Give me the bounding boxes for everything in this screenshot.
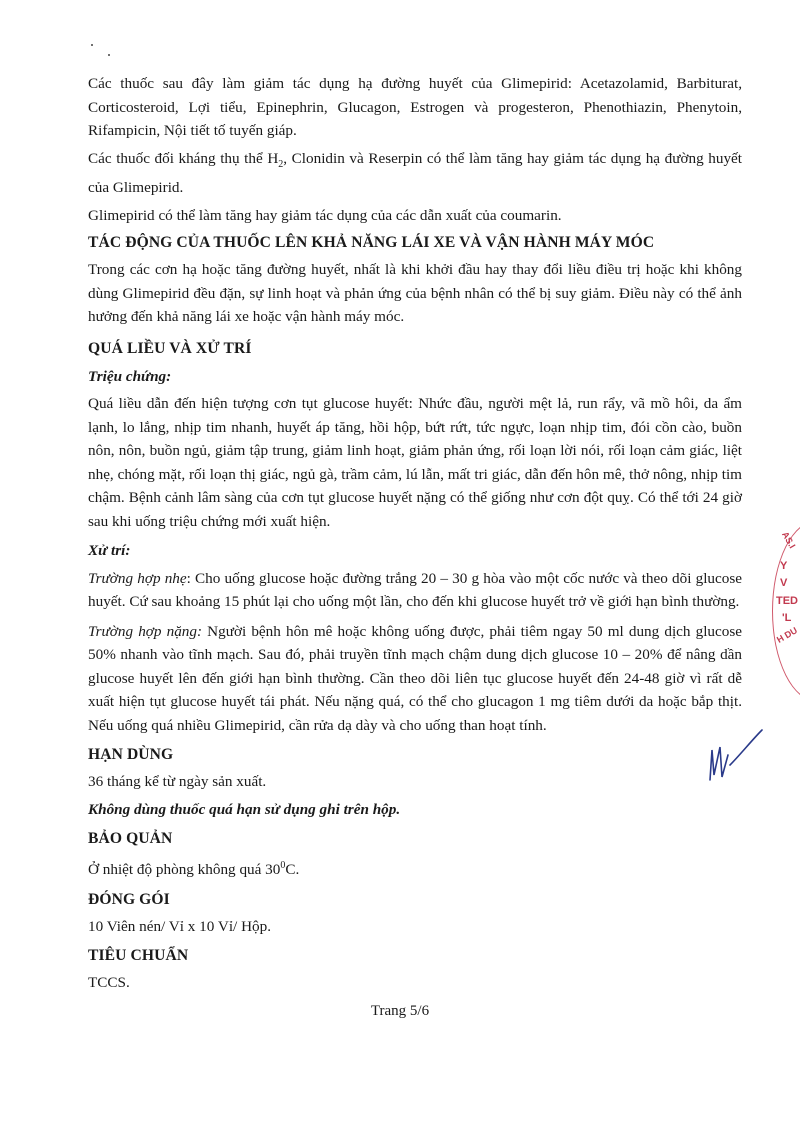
document-content: [88, 72, 742, 995]
scan-speck: [91, 44, 93, 46]
stamp-fragment: 'L: [782, 612, 792, 624]
severe-case-paragraph: Trường hợp nặng: Người bệnh hôn mê hoặc không uống được, phải tiêm ngay 50 ml dung dịch glucose 50% nhanh vào tĩnh mạch. Sau đó, phải truyền tĩnh mạch chậm dung dịch glucose 10 – 20% để nâng dần glucose huyết lên đến giới hạn bình thường. Cần theo dõi liên tục glucose huyết đến 24-48 giờ vì rất dễ xuất hiện tụt glucose huyết tái phát. Nếu nặng quá, có thể cho glucagon 1 mg tiêm dưới da hoặc bắp thịt. Nếu uống quá nhiều Glimepirid, cần rửa dạ dày và cho uống than hoạt tính.: [88, 622, 743, 734]
stamp-fragment: V: [780, 577, 788, 589]
degree-superscript: 0: [280, 860, 286, 872]
mild-case-label: Trường hợp nhẹ: [88, 569, 187, 587]
overdose-heading: QUÁ LIỀU VÀ XỬ TRÍ: [88, 339, 252, 357]
driving-heading: TÁC ĐỘNG CỦA THUỐC LÊN KHẢ NĂNG LÁI XE VÀ VẬN HÀNH MÁY MÓC: [88, 234, 655, 252]
page-number: Trang 5/6: [370, 1003, 430, 1019]
shelf-life-text: 36 tháng kể từ ngày sản xuất.: [88, 773, 267, 791]
stamp-fragment: TED: [776, 595, 798, 607]
interaction-paragraph-3: Glimepirid có thể làm tăng hay giảm tác dụng của các dẫn xuất của coumarin.: [88, 206, 562, 224]
packaging-heading: ĐÓNG GÓI: [88, 890, 170, 908]
subscript-2: 2: [278, 158, 284, 170]
stamp-fragment: Y: [780, 560, 788, 572]
symptoms-text: Quá liều dẫn đến hiện tượng cơn tụt glucose huyết: Nhức đầu, người mệt lả, run rẩy, vã mồ hôi, da ẩm lạnh, lo lắng, nhịp tim nhanh, huyết áp tăng, hồi hộp, bứt rứt, tức ngực, loạn nhịp tim, đói cồn cào, buồn nôn, nôn, buồn ngủ, giảm tập trung, giảm linh hoạt, giảm phản ứng, rối loạn lời nói, rối loạn cảm giác, liệt nhẹ, chóng mặt, rối loạn thị giác, ngủ gà, trầm cảm, lú lẫn, mất tri giác, dẫn đến hôn mê, thở nông, nhịp tim chậm. Bệnh cảnh lâm sàng của cơn tụt glucose huyết nặng có thể giống như cơn đột quỵ. Có thể tới 24 giờ sau khi uống triệu chứng mới xuất hiện.: [88, 395, 742, 530]
standard-heading: TIÊU CHUẨN: [88, 947, 189, 965]
treatment-label: Xử trí:: [88, 542, 131, 560]
symptoms-label: Triệu chứng:: [88, 367, 172, 385]
storage-text: Ở nhiệt độ phòng không quá $30^0C$.: [88, 860, 300, 879]
interaction-paragraph-2: Các thuốc đối kháng thụ thể $H_2$, Clonidin và Reserpin có thể làm tăng hay giảm tác dụng hạ đường huyết của Glimepirid.: [88, 149, 742, 197]
stamp-fragment: H DU: [774, 625, 800, 645]
standard-text: TCCS.: [88, 974, 130, 992]
stamp-fragment: AS.I: [780, 529, 798, 551]
shelf-life-warning: Không dùng thuốc quá hạn sử dụng ghi trên hộp.: [88, 800, 401, 818]
driving-text: Trong các cơn hạ hoặc tăng đường huyết, nhất là khi khởi đầu hay thay đổi liều điều trị hoặc khi không dùng Glimepirid đều đặn, sự linh hoạt và phản ứng của bệnh nhân có thể bị suy giảm. Điều này có thể ảnh hưởng đến khả năng lái xe hoặc vận hành máy móc.: [88, 261, 742, 326]
storage-heading: BẢO QUẢN: [88, 830, 173, 848]
shelf-life-heading: HẠN DÙNG: [88, 746, 174, 764]
packaging-text: 10 Viên nén/ Vỉ x 10 Vỉ/ Hộp.: [88, 917, 272, 935]
scan-speck: [108, 54, 110, 56]
interaction-paragraph-1: Các thuốc sau đây làm giảm tác dụng hạ đường huyết của Glimepirid: Acetazolamid, Barbiturat, Corticosteroid, Lợi tiểu, Epinephrin, Glucagon, Estrogen và progesteron, Phenothiazin, Phenytoin, Rifampicin, Nội tiết tố tuyến giáp.: [88, 75, 742, 139]
severe-case-label: Trường hợp nặng:: [88, 622, 203, 640]
signature: [700, 725, 770, 795]
red-stamp: [770, 515, 800, 705]
mild-case-paragraph: Trường hợp nhẹ: Cho uống glucose hoặc đường trắng 20 – 30 g hòa vào một cốc nước và theo dõi glucose huyết. Cứ sau khoảng 15 phút lại cho uống một lần, cho đến khi glucose huyết trở về giới hạn bình thường.: [88, 569, 742, 611]
